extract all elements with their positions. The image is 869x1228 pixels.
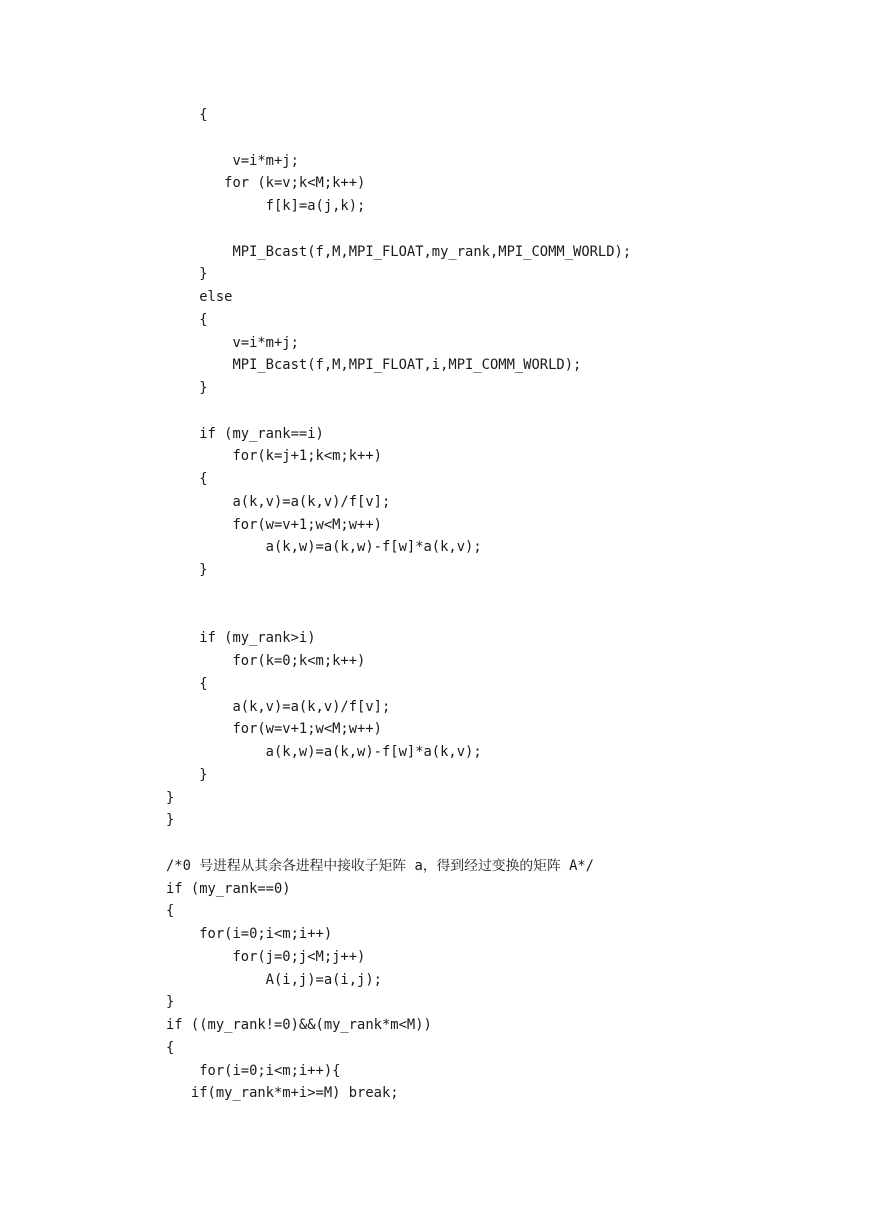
code-line: a(k,w)=a(k,w)-f[w]*a(k,v); (166, 744, 482, 760)
code-line (166, 605, 631, 628)
code-line: /*0 号进程从其余各进程中接收子矩阵 a，得到经过变换的矩阵 A*/ (166, 857, 594, 874)
code-line: if(my_rank*m+i>=M) break; (166, 1085, 399, 1102)
code-line: f[k]=a(j,k); (166, 198, 366, 214)
code-line (166, 832, 631, 855)
code-line: } (166, 766, 208, 783)
code-line: if ((my_rank!=0)&&(my_rank*m<M)) (166, 1017, 432, 1033)
code-line: for(w=v+1;w<M;w++) (166, 516, 382, 533)
code-line (166, 400, 631, 423)
code-line: else (166, 289, 233, 305)
code-line: a(k,w)=a(k,w)-f[w]*a(k,v); (166, 539, 482, 556)
code-line: MPI_Bcast(f,M,MPI_FLOAT,my_rank,MPI_COMM_WORLD); (166, 243, 632, 260)
code-line: v=i*m+j; (166, 334, 299, 351)
code-line: A(i,j)=a(i,j); (166, 971, 382, 988)
code-line: if (my_rank==0) (166, 880, 291, 897)
code-line: } (166, 812, 175, 829)
code-line (166, 127, 631, 150)
code-line: { (166, 903, 175, 920)
code-line: for(w=v+1;w<M;w++) (166, 721, 382, 738)
code-line: { (166, 311, 208, 328)
code-line: { (166, 471, 208, 487)
code-line (166, 582, 631, 605)
code-line: if (my_rank==i) (166, 425, 324, 442)
code-line: if (my_rank>i) (166, 630, 316, 647)
code-line (166, 218, 631, 241)
code-line: } (166, 562, 208, 578)
code-line: for(k=0;k<m;k++) (166, 653, 366, 669)
code-line: for (k=v;k<M;k++) (166, 175, 366, 192)
code-line: } (166, 789, 175, 806)
code-line: v=i*m+j; (166, 152, 299, 169)
code-line: } (166, 994, 175, 1011)
code-line: a(k,v)=a(k,v)/f[v]; (166, 698, 391, 715)
code-line: } (166, 380, 208, 396)
code-line: } (166, 266, 208, 283)
code-line: { (166, 1039, 175, 1056)
code-listing (166, 104, 631, 1105)
code-line: for(j=0;j<M;j++) (166, 948, 366, 965)
code-line: a(k,v)=a(k,v)/f[v]; (166, 493, 391, 510)
code-line: { (166, 675, 208, 692)
code-line: { (166, 107, 208, 123)
code-line: MPI_Bcast(f,M,MPI_FLOAT,i,MPI_COMM_WORLD); (166, 357, 582, 374)
code-line: for(k=j+1;k<m;k++) (166, 448, 382, 465)
code-line: for(i=0;i<m;i++) (166, 926, 333, 942)
code-line: for(i=0;i<m;i++){ (166, 1062, 341, 1079)
